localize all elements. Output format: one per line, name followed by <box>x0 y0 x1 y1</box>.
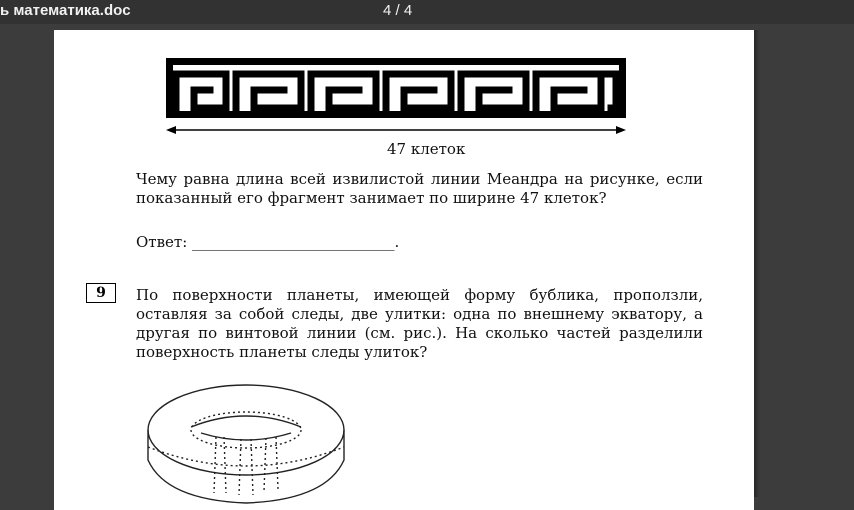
page-indicator: 4 / 4 <box>383 2 413 19</box>
answer-line: Ответ: ___________________________. <box>136 233 400 251</box>
meander-figure <box>166 58 626 118</box>
question-number-box: 9 <box>86 283 116 303</box>
document-title: ь математика.doc <box>0 2 131 19</box>
question-9-text: По поверхности планеты, имеющей форму бублика, проползли, оставляя за собой следы, две улитки: одна по внешнему экватору, а другая по винтовой линии (см. рис.). На сколько частей разделили поверхность планеты следы улиток? <box>136 286 703 361</box>
figure-caption: 47 клеток <box>387 140 466 158</box>
torus-figure <box>146 375 386 505</box>
width-arrow <box>166 122 626 138</box>
viewer-toolbar <box>0 0 854 24</box>
document-page <box>54 30 754 510</box>
page-shadow <box>754 30 760 497</box>
question-8-text: Чему равна длина всей извилистой линии Меандра на рисунке, если показанный его фрагмент занимает по ширине 47 клеток? <box>136 170 703 207</box>
